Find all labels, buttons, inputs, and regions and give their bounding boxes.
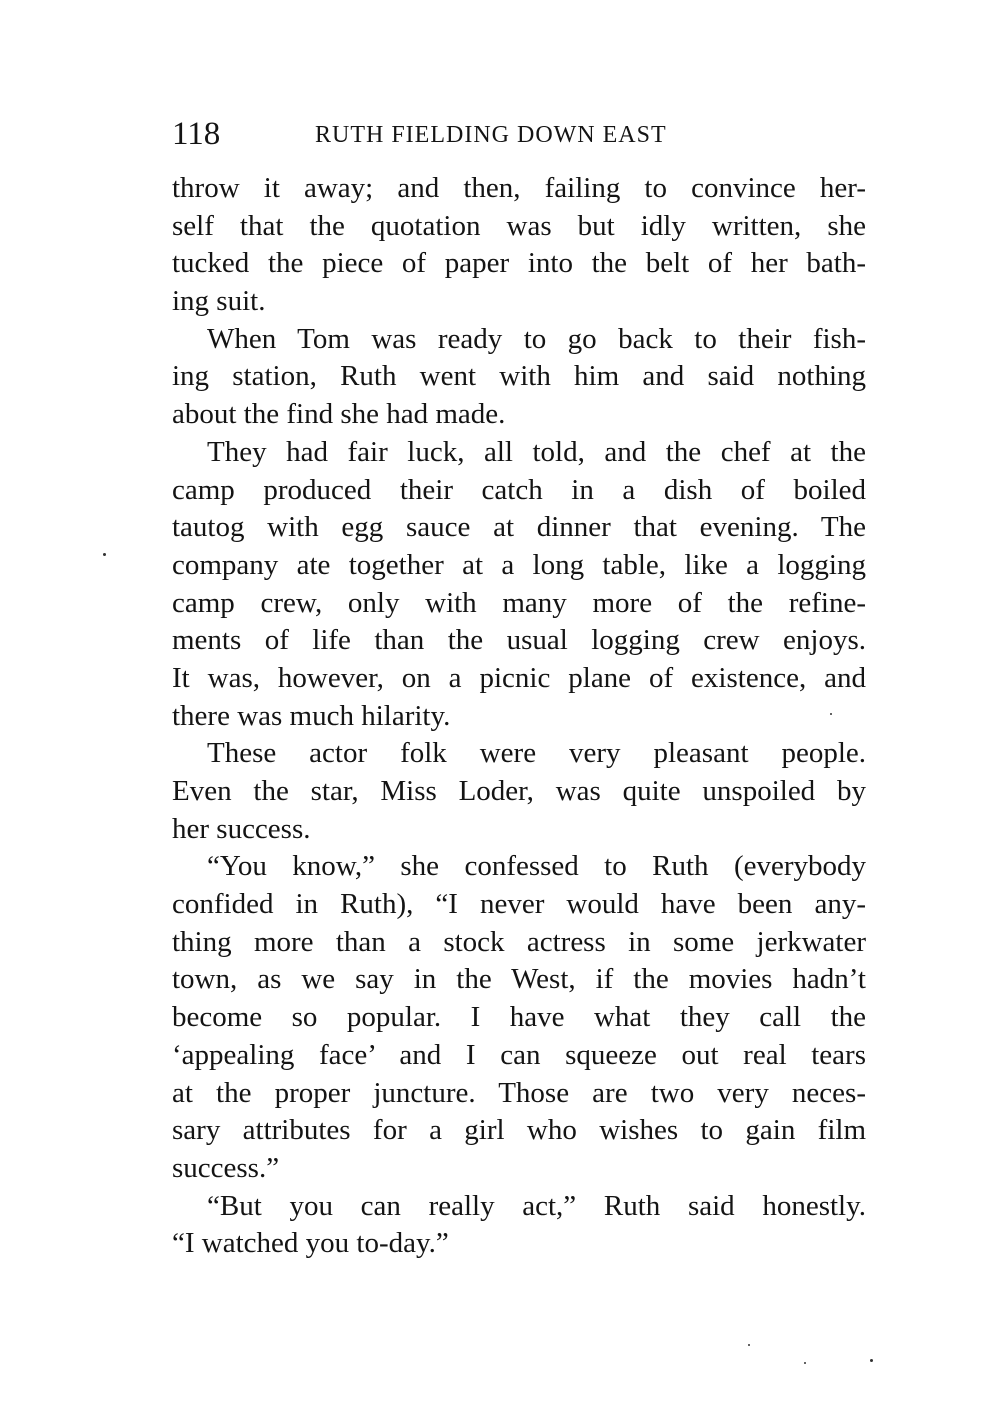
text-line: become so popular. I have what they call the [172, 1001, 866, 1034]
text-line: there was much hilarity. [172, 699, 451, 732]
scan-speck [103, 553, 106, 556]
text-line: ments of life than the usual logging crew enjoys. [172, 624, 866, 657]
text-line: It was, however, on a picnic plane of existence, and [172, 661, 866, 694]
text-line: ing station, Ruth went with him and said nothing [172, 360, 866, 393]
text-line: When Tom was ready to go back to their fish- [207, 322, 866, 355]
scan-speck [804, 1362, 806, 1364]
running-title: RUTH FIELDING DOWN EAST [315, 122, 667, 148]
text-line: tucked the piece of paper into the belt of her bath- [172, 247, 866, 280]
text-line: These actor folk were very pleasant people. [207, 737, 866, 770]
text-line: ‘appealing face’ and I can squeeze out real tears [172, 1038, 866, 1071]
text-line: town, as we say in the West, if the movies hadn’t [172, 963, 866, 996]
text-line: “I watched you to-day.” [172, 1227, 449, 1260]
text-line: confided in Ruth), “I never would have been any- [172, 888, 866, 921]
scan-speck [748, 1344, 750, 1346]
text-line: her success. [172, 812, 311, 845]
text-line: tautog with egg sauce at dinner that evening. The [172, 511, 866, 544]
text-line: “You know,” she confessed to Ruth (everybody [207, 850, 866, 883]
text-line: at the proper juncture. Those are two very neces- [172, 1076, 866, 1109]
text-line: sary attributes for a girl who wishes to gain film [172, 1114, 866, 1147]
body-text [172, 170, 866, 1263]
text-line: They had fair luck, all told, and the chef at the [207, 435, 866, 468]
text-line: ing suit. [172, 285, 266, 318]
text-line: Even the star, Miss Loder, was quite unspoiled by [172, 775, 866, 807]
text-line: about the find she had made. [172, 398, 506, 431]
text-line: company ate together at a long table, like a logging [172, 548, 866, 581]
running-head [172, 114, 732, 154]
text-line: throw it away; and then, failing to convince her- [172, 172, 866, 204]
text-line: camp crew, only with many more of the refine- [172, 586, 866, 619]
text-line: success.” [172, 1151, 280, 1184]
scan-speck [830, 713, 832, 715]
text-line: thing more than a stock actress in some jerkwater [172, 925, 866, 958]
page-number: 118 [172, 116, 221, 152]
scan-speck [870, 1359, 873, 1362]
text-line: “But you can really act,” Ruth said honestly. [207, 1189, 866, 1222]
text-line: self that the quotation was but idly written, she [172, 209, 866, 242]
text-line: camp produced their catch in a dish of boiled [172, 473, 866, 506]
